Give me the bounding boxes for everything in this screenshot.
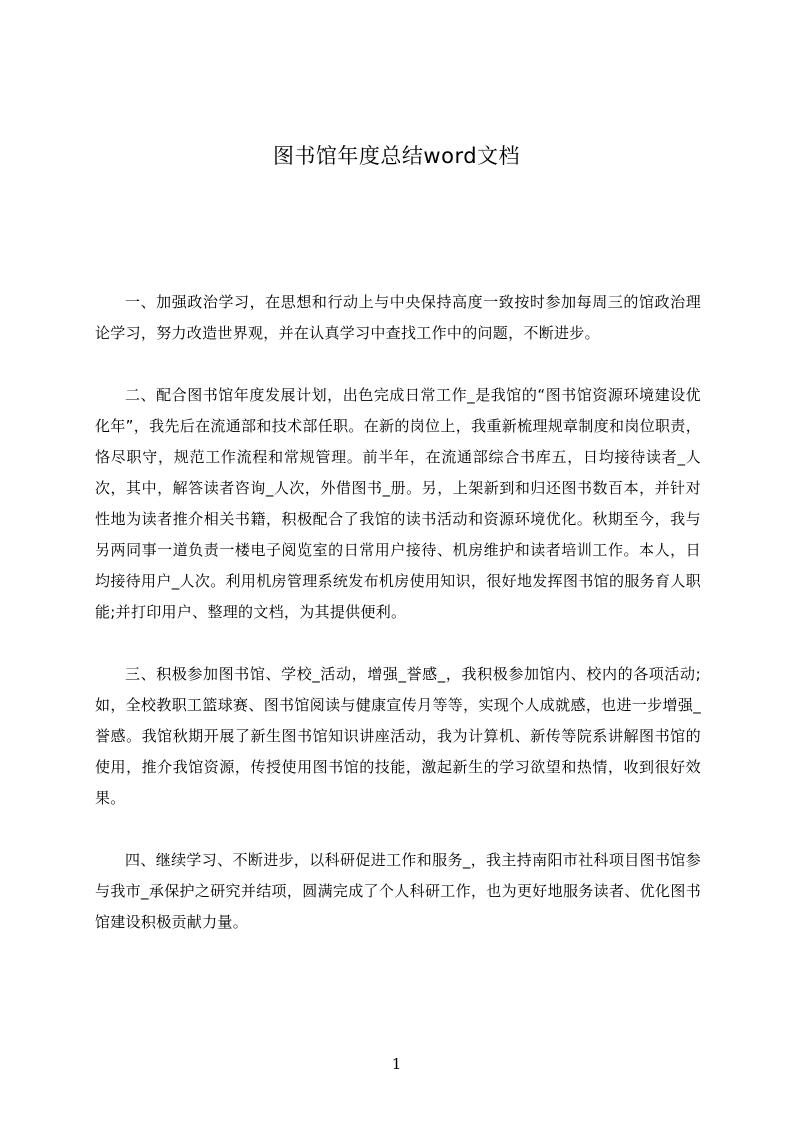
paragraph-research: 四、继续学习、不断进步，以科研促进工作和服务_，我主持南阳市社科项目图书馆参与我市_承保护之研究并结项，圆满完成了个人科研工作，也为更好地服务读者、优化图书馆建设积极贡献力量。 [95,851,701,931]
paragraph-political-study: 一、加强政治学习，在思想和行动上与中央保持高度一致按时参加每周三的馆政治理论学习，努力改造世界观，并在认真学习中查找工作中的问题，不断进步。 [95,293,701,342]
document-title: 图书馆年度总结word文档 [272,144,521,168]
document-body [95,287,701,969]
paragraph-daily-work: 二、配合图书馆年度发展计划，出色完成日常工作_是我馆的“图书馆资源环境建设优化年”，我先后在流通部和技术部任职。在新的岗位上，我重新梳理规章制度和岗位职责，恪尽职守，规范工作流程和常规管理。前半年，在流通部综合书库五，日均接待读者_人次，其中，解答读者咨询_人次，外借图书_册。另，上架新到和归还图书数百本，并针对性地为读者推介相关书籍，积极配合了我馆的读书活动和资源环境优化。秋期至今，我与另两同事一道负责一楼电子阅览室的日常用户接待、机房维护和读者培训工作。本人，日均接待用户_人次。利用机房管理系统发布机房使用知识，很好地发挥图书馆的服务育人职能;并打印用户、整理的文档，为其提供便利。 [95,386,701,621]
page-number: 1 [391,1055,402,1073]
paragraph-activities: 三、积极参加图书馆、学校_活动，增强_誉感_，我积极参加馆内、校内的各项活动;如，全校教职工篮球赛、图书馆阅读与健康宣传月等等，实现个人成就感，也进一步增强_誉感。我馆秋期开展了新生图书馆知识讲座活动，我为计算机、新传等院系讲解图书馆的使用，推介我馆资源，传授使用图书馆的技能，激起新生的学习欲望和热情，收到很好效果。 [95,665,701,807]
